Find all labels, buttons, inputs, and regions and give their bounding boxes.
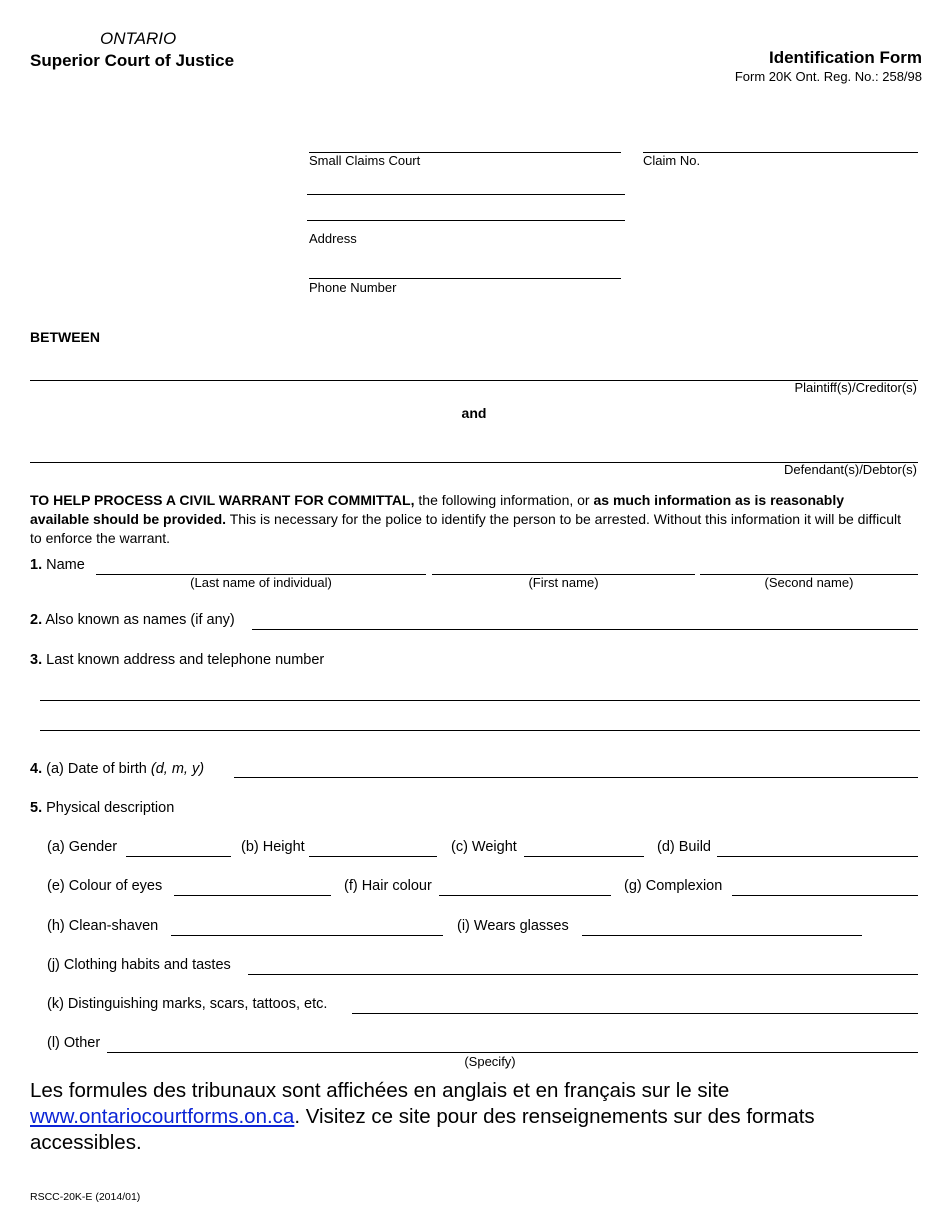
item-number: 2. [30,612,43,628]
hair-colour-line [439,895,611,896]
intro-bold-2: as much information as is reasonably available should be provided. [30,492,845,527]
weight-line [524,856,644,857]
height-input[interactable] [309,838,437,856]
first-name-input[interactable] [432,556,695,574]
address-input-line1[interactable] [307,176,625,194]
marks-line [352,1013,918,1014]
aka-label: Also known as names (if any) [45,612,235,628]
intro-bold-1: TO HELP PROCESS A CIVIL WARRANT FOR COMMITTAL, [30,492,415,508]
item-number: 5. [30,800,43,816]
defendant-input[interactable] [30,444,918,462]
build-input[interactable] [717,838,918,856]
defendant-label: Defendant(s)/Debtor(s) [784,462,917,477]
court-title: Superior Court of Justice [30,51,235,70]
physical-item-label [30,800,174,816]
hair-colour-input[interactable] [439,877,611,895]
marks-label: (k) Distinguishing marks, scars, tattoos, etc. [47,996,328,1012]
other-input[interactable] [107,1034,918,1052]
plaintiff-line [30,380,918,381]
claim-no-label: Claim No. [643,153,701,168]
province-label: ONTARIO [100,29,177,48]
last-address-input-2[interactable] [40,712,920,730]
item-number: 3. [30,652,43,668]
marks-input[interactable] [352,995,918,1013]
second-name-input[interactable] [700,556,918,574]
language-notice [30,1078,910,1156]
plaintiff-label: Plaintiff(s)/Creditor(s) [794,380,917,395]
eye-colour-label: (e) Colour of eyes [47,878,163,894]
phone-number-input[interactable] [309,260,621,278]
last-name-caption: (Last name of individual) [190,575,332,590]
wears-glasses-line [582,935,862,936]
dob-item-label [30,761,204,777]
clean-shaven-label: (h) Clean-shaven [47,918,159,934]
dob-label: (a) Date of birth [46,761,151,777]
gender-line [126,856,231,857]
complexion-label: (g) Complexion [624,878,723,894]
address-input-line2[interactable] [307,202,625,220]
weight-input[interactable] [524,838,644,856]
height-label: (b) Height [241,839,305,855]
physical-label: Physical description [46,800,175,816]
other-label: (l) Other [47,1035,101,1051]
first-name-caption: (First name) [528,575,599,590]
last-name-input[interactable] [96,556,426,574]
aka-input[interactable] [252,611,918,629]
notice-text-2: . Visitez ce site pour des renseignements sur des formats accessibles. [30,1105,815,1154]
last-address-label: Last known address and telephone number [46,652,325,668]
aka-line [252,629,918,630]
build-line [717,856,918,857]
wears-glasses-input[interactable] [582,917,862,935]
hair-colour-label: (f) Hair colour [344,878,432,894]
last-address-input-1[interactable] [40,682,920,700]
small-claims-court-label: Small Claims Court [309,153,421,168]
dob-line [234,777,918,778]
complexion-input[interactable] [732,877,918,895]
name-label: Name [46,557,85,573]
ontario-court-forms-link[interactable]: www.ontariocourtforms.on.ca [30,1105,295,1128]
address-label: Address [309,231,357,246]
weight-label: (c) Weight [451,839,517,855]
phone-number-label: Phone Number [309,280,397,295]
intro-paragraph [30,491,905,548]
item-number: 1. [30,557,43,573]
clothing-label: (j) Clothing habits and tastes [47,957,231,973]
form-code: RSCC-20K-E (2014/01) [30,1191,141,1203]
item-number: 4. [30,761,43,777]
address-line-1 [307,194,625,195]
clothing-input[interactable] [248,956,918,974]
build-label: (d) Build [657,839,711,855]
intro-text-1: the following information, or [414,492,594,508]
last-address-item-label [30,652,324,668]
gender-input[interactable] [126,838,231,856]
clothing-line [248,974,918,975]
dob-format: (d, m, y) [150,761,205,777]
other-line [107,1052,918,1053]
form-title: Identification Form [769,48,922,67]
second-name-caption: (Second name) [764,575,854,590]
eye-colour-input[interactable] [174,877,331,895]
form-number: Form 20K Ont. Reg. No.: 258/98 [734,69,922,84]
address-line-2 [307,220,625,221]
between-label: BETWEEN [30,329,100,345]
clean-shaven-input[interactable] [171,917,443,935]
wears-glasses-label: (i) Wears glasses [457,918,569,934]
dob-input[interactable] [234,759,918,777]
last-address-line-1 [40,700,920,701]
specify-caption: (Specify) [464,1054,516,1069]
phone-number-line [309,278,621,279]
claim-no-input[interactable] [643,134,918,152]
plaintiff-input[interactable] [30,362,918,380]
complexion-line [732,895,918,896]
last-address-line-2 [40,730,920,731]
clean-shaven-line [171,935,443,936]
intro-text-2: This is necessary for the police to identify the person to be arrested. Without this information it will be difficult to enforce the warrant. [30,511,901,546]
and-label: and [461,405,487,421]
name-item-label [30,557,85,573]
notice-text-1: Les formules des tribunaux sont affichées en anglais et en français sur le site [30,1079,730,1102]
aka-item-label [30,612,235,628]
gender-label: (a) Gender [47,839,118,855]
eye-colour-line [174,895,331,896]
height-line [309,856,437,857]
small-claims-court-input[interactable] [309,134,621,152]
